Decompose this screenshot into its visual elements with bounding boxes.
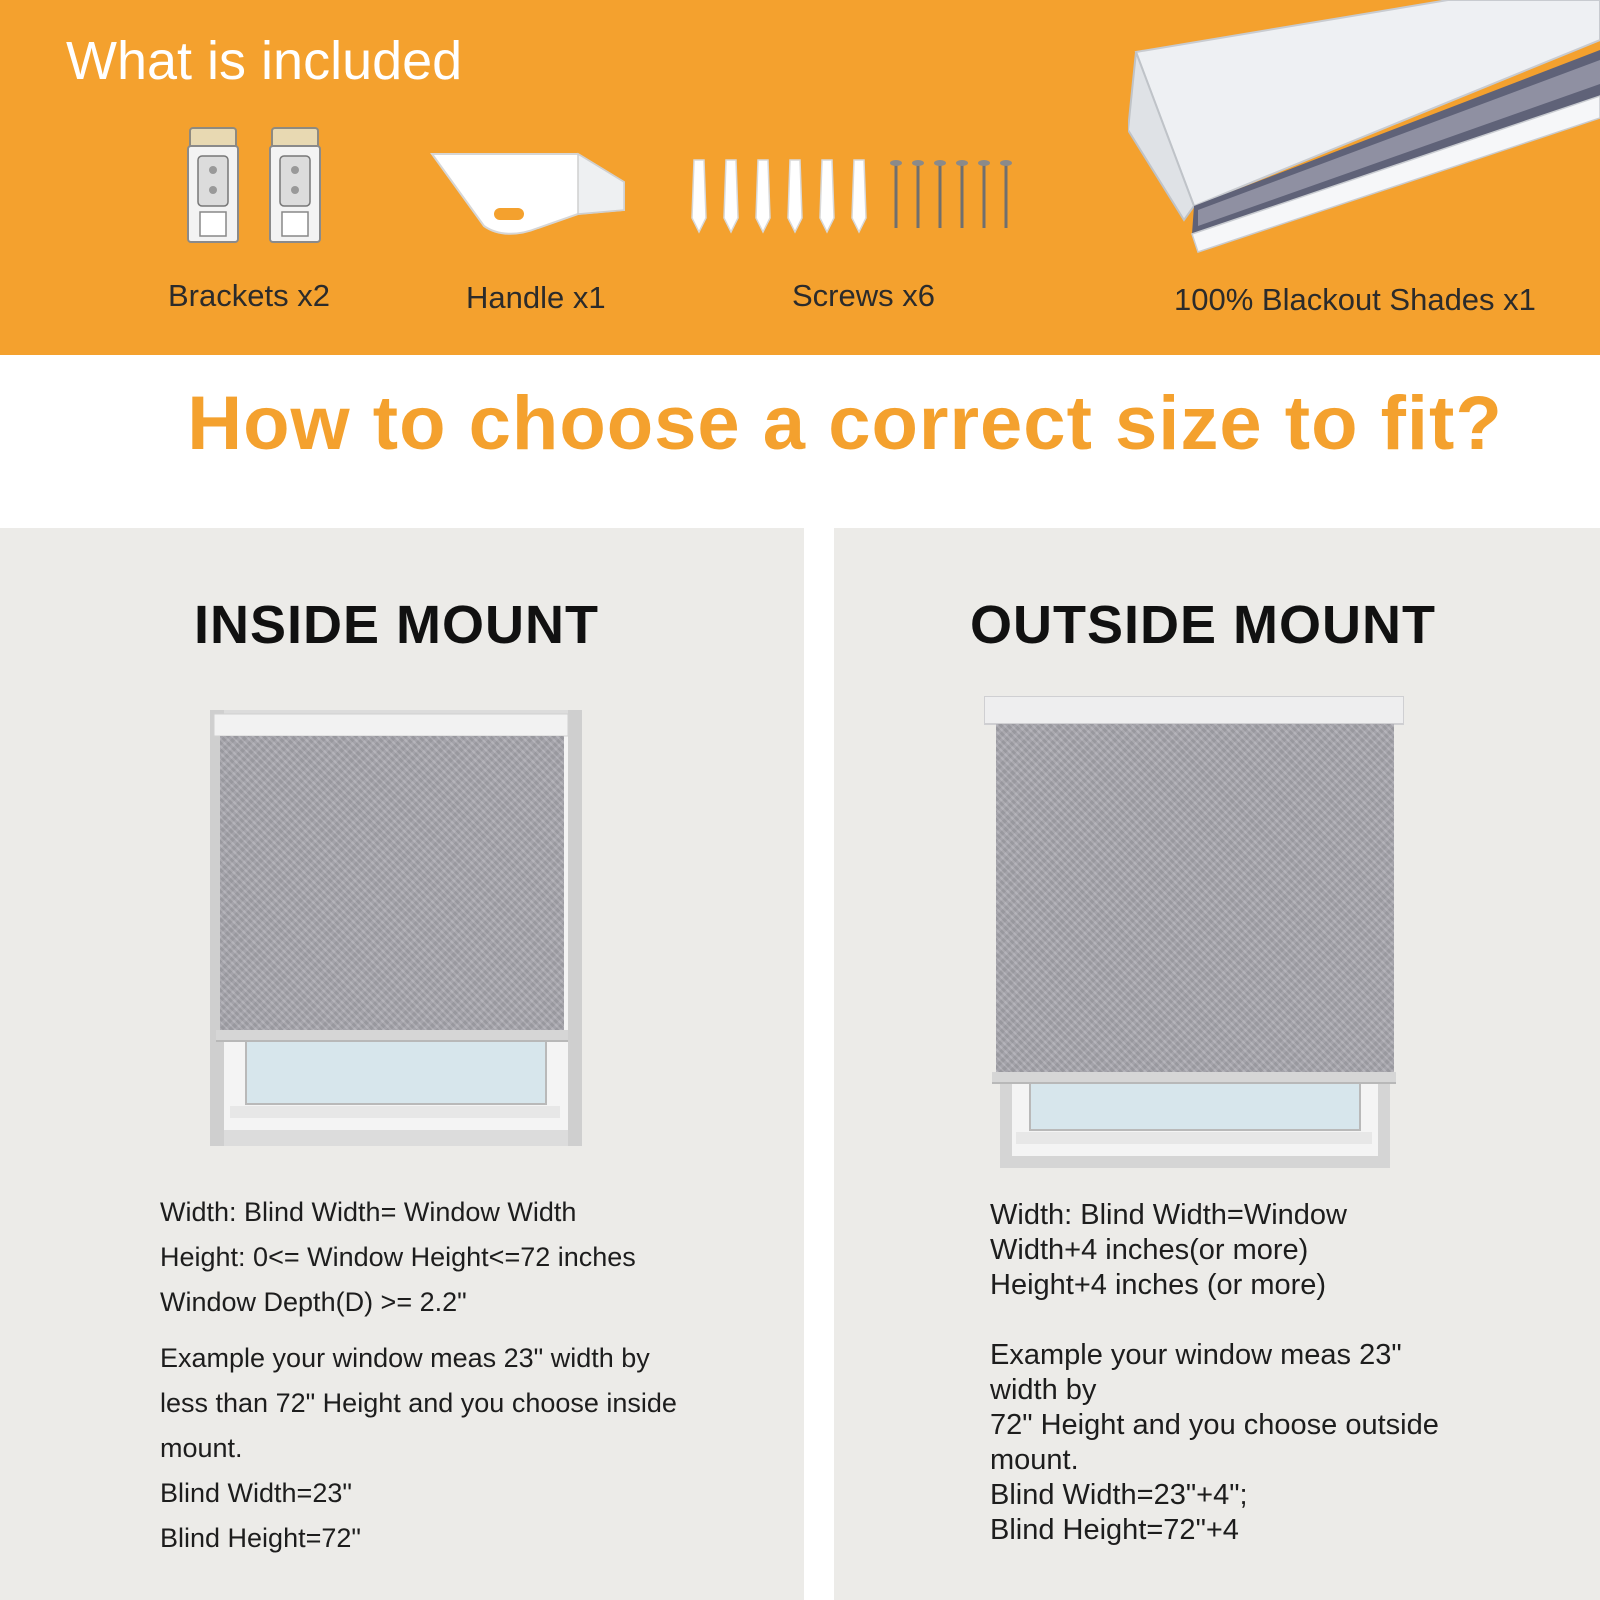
included-banner — [0, 0, 1600, 355]
outside-mount-title: OUTSIDE MOUNT — [970, 595, 1436, 655]
handle-label: Handle x1 — [466, 280, 606, 315]
outside-mount-panel — [834, 528, 1600, 1600]
inside-mount-title: INSIDE MOUNT — [194, 595, 600, 655]
shade-fabric — [996, 724, 1394, 1072]
brackets-label: Brackets x2 — [168, 278, 330, 313]
inside-line: Blind Height=72" — [160, 1523, 361, 1553]
outside-mount-text — [990, 1198, 1439, 1548]
inside-line: less than 72" Height and you choose inside — [160, 1388, 677, 1418]
screw-icon — [896, 164, 1006, 228]
inside-line: Blind Width=23" — [160, 1478, 352, 1508]
screws-label: Screws x6 — [792, 278, 935, 313]
bracket-icon — [186, 126, 326, 250]
shade-bottom-rail — [992, 1072, 1396, 1084]
shades-label: 100% Blackout Shades x1 — [1174, 282, 1536, 317]
inside-mount-panel — [0, 528, 804, 1600]
outside-line: Example your window meas 23" — [990, 1339, 1402, 1371]
inside-line: Window Depth(D) >= 2.2" — [160, 1287, 467, 1317]
handle-icon — [428, 144, 628, 238]
outside-line: width by — [990, 1374, 1097, 1406]
shade-cassette-icon — [1128, 0, 1600, 258]
banner-title: What is included — [66, 31, 463, 91]
outside-line: Height+4 inches (or more) — [990, 1269, 1327, 1301]
anchor-icon — [692, 160, 866, 232]
outside-line: Width+4 inches(or more) — [990, 1234, 1309, 1266]
inside-mount-text — [160, 1190, 677, 1561]
shade-fabric — [220, 736, 564, 1030]
shade-bottom-rail — [216, 1030, 568, 1042]
outside-line: Blind Height=72"+4 — [990, 1514, 1239, 1546]
outside-line: mount. — [990, 1444, 1079, 1476]
inside-line: Example your window meas 23" width by — [160, 1343, 650, 1373]
size-heading: How to choose a correct size to fit? — [187, 381, 1503, 466]
inside-line: Height: 0<= Window Height<=72 inches — [160, 1242, 636, 1272]
screws-icon — [688, 158, 1018, 234]
outside-line: Width: Blind Width=Window — [990, 1199, 1347, 1231]
outside-line: Blind Width=23"+4"; — [990, 1479, 1248, 1511]
inside-line: mount. — [160, 1433, 243, 1463]
inside-line: Width: Blind Width= Window Width — [160, 1197, 577, 1227]
outside-line: 72" Height and you choose outside — [990, 1409, 1439, 1441]
